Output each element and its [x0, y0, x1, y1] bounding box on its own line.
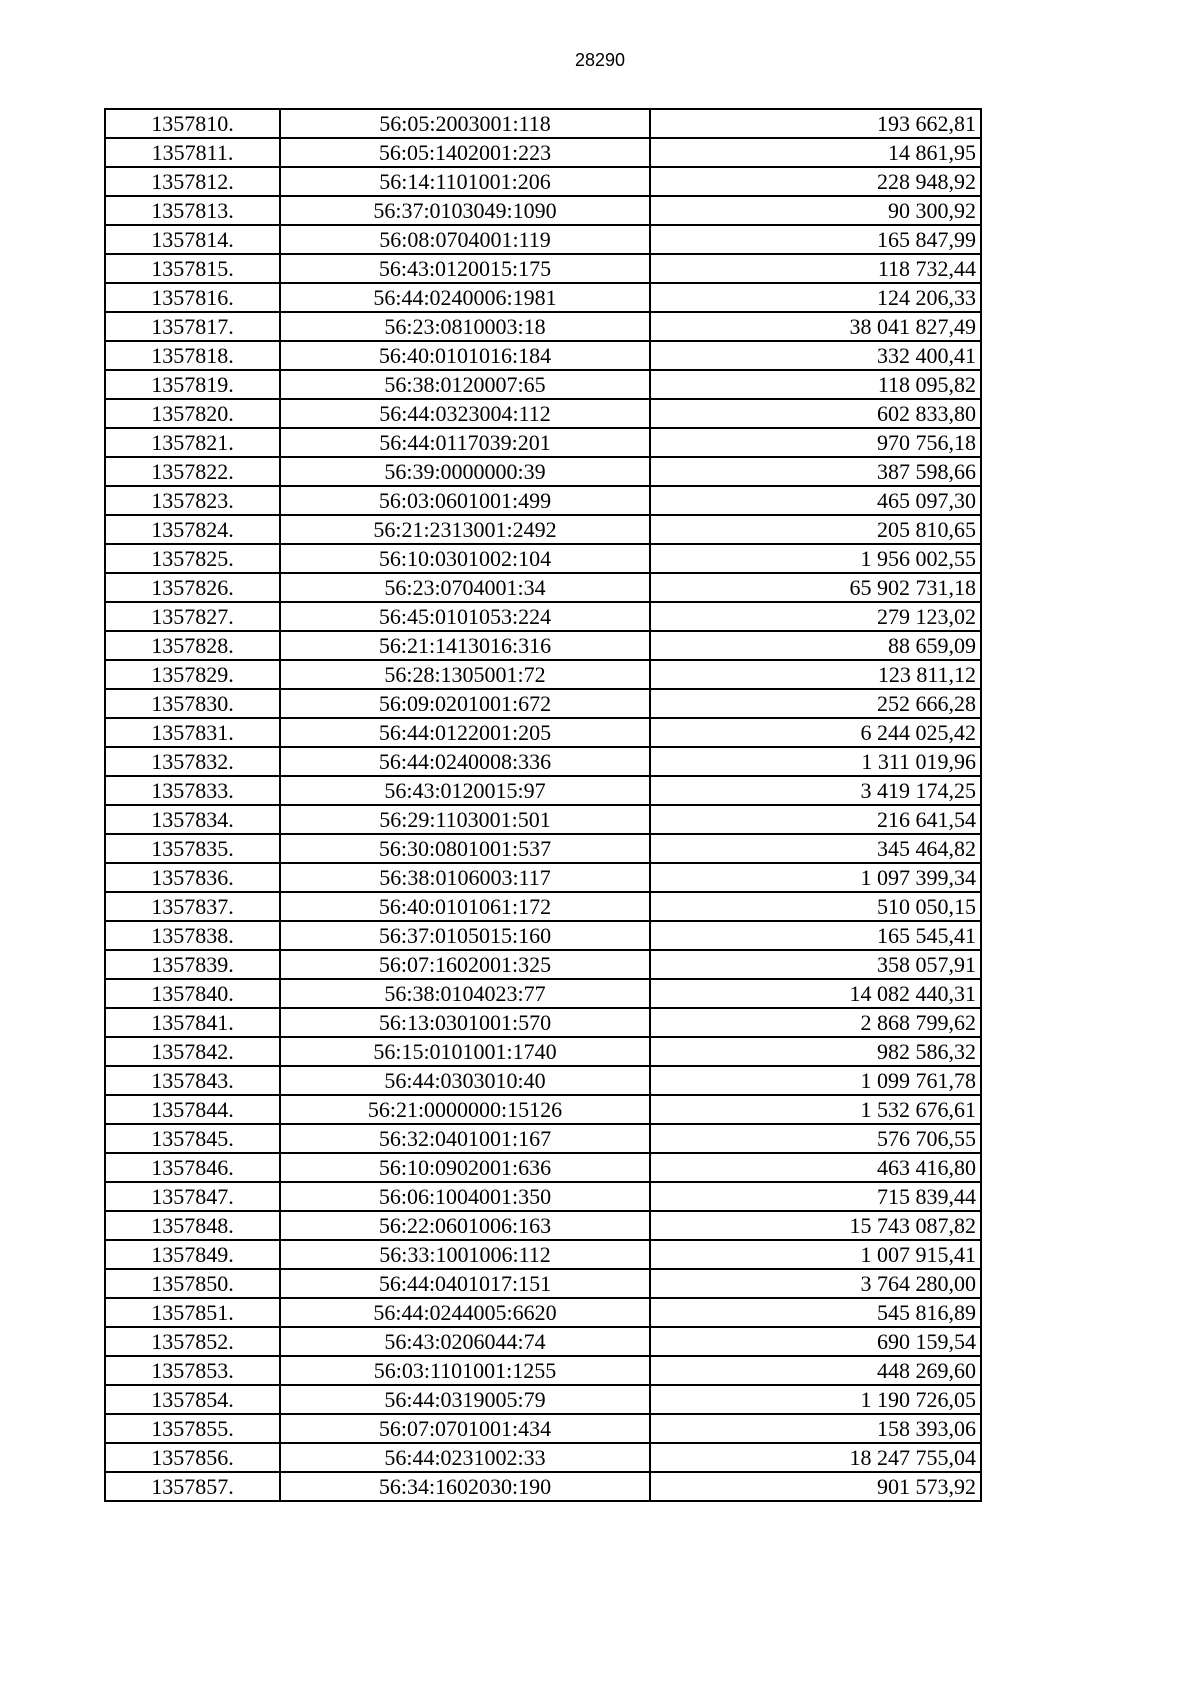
cadastral-value-cell: 463 416,80	[650, 1153, 981, 1182]
row-number-cell: 1357832.	[105, 747, 280, 776]
table-row	[105, 167, 981, 196]
cadastral-value-cell: 387 598,66	[650, 457, 981, 486]
table-row	[105, 689, 981, 718]
cadastral-number-cell: 56:07:0701001:434	[280, 1414, 650, 1443]
cadastral-value-cell: 158 393,06	[650, 1414, 981, 1443]
cadastral-value-cell: 123 811,12	[650, 660, 981, 689]
table-row	[105, 1327, 981, 1356]
cadastral-number-cell: 56:15:0101001:1740	[280, 1037, 650, 1066]
row-number-cell: 1357821.	[105, 428, 280, 457]
cadastral-value-cell: 1 190 726,05	[650, 1385, 981, 1414]
cadastral-number-cell: 56:44:0240008:336	[280, 747, 650, 776]
cadastral-number-cell: 56:03:0601001:499	[280, 486, 650, 515]
cadastral-value-cell: 1 956 002,55	[650, 544, 981, 573]
cadastral-value-cell: 970 756,18	[650, 428, 981, 457]
cadastral-value-cell: 1 532 676,61	[650, 1095, 981, 1124]
table-row	[105, 863, 981, 892]
table-row	[105, 1356, 981, 1385]
row-number-cell: 1357814.	[105, 225, 280, 254]
cadastral-value-cell: 448 269,60	[650, 1356, 981, 1385]
cadastral-number-cell: 56:39:0000000:39	[280, 457, 650, 486]
cadastral-value-cell: 1 099 761,78	[650, 1066, 981, 1095]
row-number-cell: 1357850.	[105, 1269, 280, 1298]
row-number-cell: 1357811.	[105, 138, 280, 167]
cadastral-value-cell: 90 300,92	[650, 196, 981, 225]
table-row	[105, 515, 981, 544]
cadastral-number-cell: 56:03:1101001:1255	[280, 1356, 650, 1385]
table-row	[105, 196, 981, 225]
row-number-cell: 1357851.	[105, 1298, 280, 1327]
table-row	[105, 979, 981, 1008]
table-row	[105, 1066, 981, 1095]
table-row	[105, 631, 981, 660]
cadastral-number-cell: 56:44:0401017:151	[280, 1269, 650, 1298]
cadastral-number-cell: 56:40:0101016:184	[280, 341, 650, 370]
cadastral-value-cell: 332 400,41	[650, 341, 981, 370]
row-number-cell: 1357840.	[105, 979, 280, 1008]
table-row	[105, 486, 981, 515]
table-row	[105, 254, 981, 283]
table-row	[105, 1472, 981, 1501]
cadastral-number-cell: 56:44:0122001:205	[280, 718, 650, 747]
cadastral-value-cell: 690 159,54	[650, 1327, 981, 1356]
cadastral-number-cell: 56:14:1101001:206	[280, 167, 650, 196]
table-row	[105, 1008, 981, 1037]
cadastral-value-cell: 576 706,55	[650, 1124, 981, 1153]
row-number-cell: 1357829.	[105, 660, 280, 689]
row-number-cell: 1357827.	[105, 602, 280, 631]
row-number-cell: 1357812.	[105, 167, 280, 196]
table-row	[105, 428, 981, 457]
table-row	[105, 370, 981, 399]
table-row	[105, 457, 981, 486]
cadastral-number-cell: 56:22:0601006:163	[280, 1211, 650, 1240]
cadastral-value-cell: 1 311 019,96	[650, 747, 981, 776]
cadastral-number-cell: 56:37:0105015:160	[280, 921, 650, 950]
table-body	[105, 109, 981, 1501]
cadastral-number-cell: 56:09:0201001:672	[280, 689, 650, 718]
table-row	[105, 921, 981, 950]
table-row	[105, 1443, 981, 1472]
row-number-cell: 1357841.	[105, 1008, 280, 1037]
table-row	[105, 660, 981, 689]
cadastral-value-cell: 358 057,91	[650, 950, 981, 979]
page-number: 28290	[574, 50, 626, 70]
row-number-cell: 1357847.	[105, 1182, 280, 1211]
cadastral-value-cell: 14 861,95	[650, 138, 981, 167]
row-number-cell: 1357816.	[105, 283, 280, 312]
cadastral-number-cell: 56:06:1004001:350	[280, 1182, 650, 1211]
cadastral-value-cell: 118 732,44	[650, 254, 981, 283]
cadastral-number-cell: 56:13:0301001:570	[280, 1008, 650, 1037]
table-row	[105, 1385, 981, 1414]
table-row	[105, 573, 981, 602]
cadastral-value-cell: 252 666,28	[650, 689, 981, 718]
cadastral-number-cell: 56:44:0323004:112	[280, 399, 650, 428]
row-number-cell: 1357844.	[105, 1095, 280, 1124]
cadastral-value-cell: 38 041 827,49	[650, 312, 981, 341]
cadastral-number-cell: 56:23:0704001:34	[280, 573, 650, 602]
cadastral-number-cell: 56:40:0101061:172	[280, 892, 650, 921]
row-number-cell: 1357826.	[105, 573, 280, 602]
cadastral-number-cell: 56:44:0303010:40	[280, 1066, 650, 1095]
cadastral-number-cell: 56:38:0104023:77	[280, 979, 650, 1008]
table-row	[105, 776, 981, 805]
cadastral-number-cell: 56:05:1402001:223	[280, 138, 650, 167]
cadastral-number-cell: 56:21:1413016:316	[280, 631, 650, 660]
row-number-cell: 1357810.	[105, 109, 280, 138]
row-number-cell: 1357857.	[105, 1472, 280, 1501]
cadastral-number-cell: 56:38:0120007:65	[280, 370, 650, 399]
table-row	[105, 1298, 981, 1327]
cadastral-number-cell: 56:29:1103001:501	[280, 805, 650, 834]
row-number-cell: 1357834.	[105, 805, 280, 834]
cadastral-number-cell: 56:44:0319005:79	[280, 1385, 650, 1414]
row-number-cell: 1357817.	[105, 312, 280, 341]
cadastral-value-cell: 3 419 174,25	[650, 776, 981, 805]
cadastral-value-cell: 2 868 799,62	[650, 1008, 981, 1037]
cadastral-value-cell: 88 659,09	[650, 631, 981, 660]
cadastral-number-cell: 56:10:0301002:104	[280, 544, 650, 573]
cadastral-value-cell: 545 816,89	[650, 1298, 981, 1327]
row-number-cell: 1357823.	[105, 486, 280, 515]
cadastral-value-cell: 1 007 915,41	[650, 1240, 981, 1269]
cadastral-number-cell: 56:34:1602030:190	[280, 1472, 650, 1501]
cadastral-number-cell: 56:32:0401001:167	[280, 1124, 650, 1153]
row-number-cell: 1357828.	[105, 631, 280, 660]
cadastral-value-cell: 1 097 399,34	[650, 863, 981, 892]
row-number-cell: 1357842.	[105, 1037, 280, 1066]
cadastral-number-cell: 56:43:0120015:97	[280, 776, 650, 805]
cadastral-value-cell: 205 810,65	[650, 515, 981, 544]
row-number-cell: 1357822.	[105, 457, 280, 486]
cadastral-value-table	[104, 108, 982, 1502]
row-number-cell: 1357854.	[105, 1385, 280, 1414]
cadastral-number-cell: 56:44:0244005:6620	[280, 1298, 650, 1327]
cadastral-value-cell: 345 464,82	[650, 834, 981, 863]
table-row	[105, 892, 981, 921]
cadastral-value-cell: 65 902 731,18	[650, 573, 981, 602]
cadastral-number-cell: 56:44:0231002:33	[280, 1443, 650, 1472]
cadastral-value-cell: 165 545,41	[650, 921, 981, 950]
cadastral-value-cell: 165 847,99	[650, 225, 981, 254]
cadastral-value-cell: 124 206,33	[650, 283, 981, 312]
cadastral-value-cell: 3 764 280,00	[650, 1269, 981, 1298]
row-number-cell: 1357846.	[105, 1153, 280, 1182]
table-row	[105, 341, 981, 370]
row-number-cell: 1357833.	[105, 776, 280, 805]
cadastral-value-cell: 6 244 025,42	[650, 718, 981, 747]
row-number-cell: 1357848.	[105, 1211, 280, 1240]
cadastral-number-cell: 56:21:0000000:15126	[280, 1095, 650, 1124]
cadastral-number-cell: 56:43:0206044:74	[280, 1327, 650, 1356]
cadastral-value-cell: 901 573,92	[650, 1472, 981, 1501]
cadastral-value-cell: 216 641,54	[650, 805, 981, 834]
cadastral-number-cell: 56:44:0117039:201	[280, 428, 650, 457]
row-number-cell: 1357843.	[105, 1066, 280, 1095]
table-row	[105, 950, 981, 979]
row-number-cell: 1357835.	[105, 834, 280, 863]
row-number-cell: 1357820.	[105, 399, 280, 428]
cadastral-value-cell: 279 123,02	[650, 602, 981, 631]
row-number-cell: 1357855.	[105, 1414, 280, 1443]
table-row	[105, 1182, 981, 1211]
cadastral-number-cell: 56:10:0902001:636	[280, 1153, 650, 1182]
row-number-cell: 1357839.	[105, 950, 280, 979]
cadastral-number-cell: 56:37:0103049:1090	[280, 196, 650, 225]
cadastral-number-cell: 56:44:0240006:1981	[280, 283, 650, 312]
table-row	[105, 1414, 981, 1443]
table-row	[105, 1153, 981, 1182]
table-row	[105, 747, 981, 776]
table-row	[105, 225, 981, 254]
cadastral-number-cell: 56:28:1305001:72	[280, 660, 650, 689]
cadastral-value-cell: 982 586,32	[650, 1037, 981, 1066]
table-row	[105, 1240, 981, 1269]
row-number-cell: 1357813.	[105, 196, 280, 225]
cadastral-number-cell: 56:38:0106003:117	[280, 863, 650, 892]
cadastral-number-cell: 56:08:0704001:119	[280, 225, 650, 254]
table-row	[105, 834, 981, 863]
cadastral-number-cell: 56:43:0120015:175	[280, 254, 650, 283]
row-number-cell: 1357815.	[105, 254, 280, 283]
table-row	[105, 109, 981, 138]
row-number-cell: 1357853.	[105, 1356, 280, 1385]
table-row	[105, 312, 981, 341]
table-row	[105, 805, 981, 834]
table-row	[105, 544, 981, 573]
cadastral-value-cell: 15 743 087,82	[650, 1211, 981, 1240]
table-row	[105, 283, 981, 312]
row-number-cell: 1357836.	[105, 863, 280, 892]
row-number-cell: 1357830.	[105, 689, 280, 718]
cadastral-value-cell: 602 833,80	[650, 399, 981, 428]
cadastral-value-cell: 18 247 755,04	[650, 1443, 981, 1472]
cadastral-value-cell: 228 948,92	[650, 167, 981, 196]
cadastral-value-cell: 715 839,44	[650, 1182, 981, 1211]
table-row	[105, 1095, 981, 1124]
cadastral-number-cell: 56:05:2003001:118	[280, 109, 650, 138]
table-row	[105, 399, 981, 428]
table-row	[105, 602, 981, 631]
cadastral-number-cell: 56:23:0810003:18	[280, 312, 650, 341]
cadastral-number-cell: 56:30:0801001:537	[280, 834, 650, 863]
table-row	[105, 138, 981, 167]
row-number-cell: 1357825.	[105, 544, 280, 573]
row-number-cell: 1357824.	[105, 515, 280, 544]
cadastral-value-cell: 510 050,15	[650, 892, 981, 921]
table-row	[105, 1269, 981, 1298]
row-number-cell: 1357838.	[105, 921, 280, 950]
row-number-cell: 1357845.	[105, 1124, 280, 1153]
cadastral-value-cell: 193 662,81	[650, 109, 981, 138]
cadastral-value-cell: 118 095,82	[650, 370, 981, 399]
table-row	[105, 1124, 981, 1153]
cadastral-number-cell: 56:33:1001006:112	[280, 1240, 650, 1269]
row-number-cell: 1357818.	[105, 341, 280, 370]
table-row	[105, 1211, 981, 1240]
row-number-cell: 1357819.	[105, 370, 280, 399]
table-row	[105, 718, 981, 747]
row-number-cell: 1357849.	[105, 1240, 280, 1269]
cadastral-number-cell: 56:07:1602001:325	[280, 950, 650, 979]
cadastral-value-cell: 465 097,30	[650, 486, 981, 515]
row-number-cell: 1357856.	[105, 1443, 280, 1472]
row-number-cell: 1357852.	[105, 1327, 280, 1356]
table-row	[105, 1037, 981, 1066]
cadastral-number-cell: 56:21:2313001:2492	[280, 515, 650, 544]
row-number-cell: 1357837.	[105, 892, 280, 921]
cadastral-number-cell: 56:45:0101053:224	[280, 602, 650, 631]
row-number-cell: 1357831.	[105, 718, 280, 747]
cadastral-value-cell: 14 082 440,31	[650, 979, 981, 1008]
